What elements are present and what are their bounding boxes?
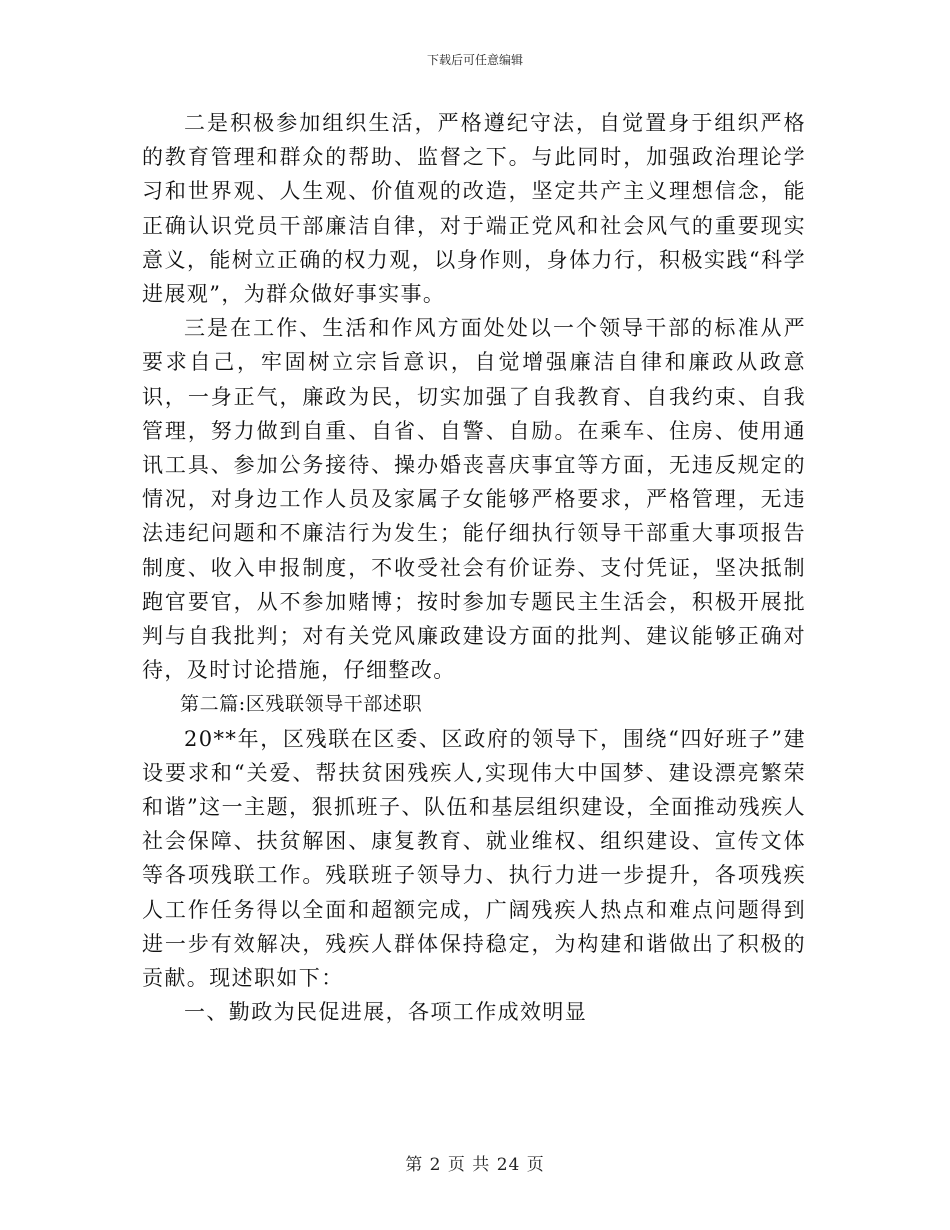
section-heading: 第二篇:区残联领导干部述职: [180, 693, 423, 716]
paragraph-work-style: 三是在工作、生活和作风方面处处以一个领导干部的标准从严要求自己，牢固树立宗旨意识，自觉增强廉洁自律和廉政从政意识，一身正气，廉政为民，切实加强了自我教育、自我约束、自我管理，努力做到自重、自省、自警、自励。在乘车、住房、使用通讯工具、参加公务接待、操办婚丧喜庆事宜等方面，无违反规定的情况，对身边工作人员及家属子女能够严格要求，严格管理，无违法违纪问题和不廉洁行为发生；能仔细执行领导干部重大事项报告制度、收入申报制度，不收受社会有价证券、支付凭证，坚决抵制跑官要官，从不参加赌博；按时参加专题民主生活会，积极开展批判与自我批判；对有关党风廉政建设方面的批判、建议能够正确对待，及时讨论措施，仔细整改。: [142, 316, 806, 683]
subheading-first: 一、勤政为民促进展，各项工作成效明显: [184, 1000, 588, 1025]
page-number: 第 2 页 共 24 页: [405, 1155, 545, 1175]
paragraph-discipline: 二是积极参加组织生活，严格遵纪守法，自觉置身于组织严格的教育管理和群众的帮助、监督之下。与此同时，加强政治理论学习和世界观、人生观、价值观的改造，坚定共产主义理想信念，能正确认识党员干部廉洁自律，对于端正党风和社会风气的重要现实意义，能树立正确的权力观，以身作则，身体力行，积极实践“科学进展观”，为群众做好事实事。: [142, 111, 806, 307]
page-header-note: 下载后可任意编辑: [426, 53, 523, 67]
document-body: [142, 106, 806, 1029]
paragraph-report-intro: 20**年，区残联在区委、区政府的领导下，围绕“四好班子”建设要求和“关爱、帮扶贫困残疾人,实现伟大中国梦、建设漂亮繁荣和谐”这一主题，狠抓班子、队伍和基层组织建设，全面推动残疾人社会保障、扶贫解困、康复教育、就业维权、组织建设、宣传文体等各项残联工作。残联班子领导力、执行力进一步提升，各项残疾人工作任务得以全面和超额完成，广阔残疾人热点和难点问题得到进一步有效解决，残疾人群体保持稳定，为构建和谐做出了积极的贡献。现述职如下：: [142, 726, 806, 991]
